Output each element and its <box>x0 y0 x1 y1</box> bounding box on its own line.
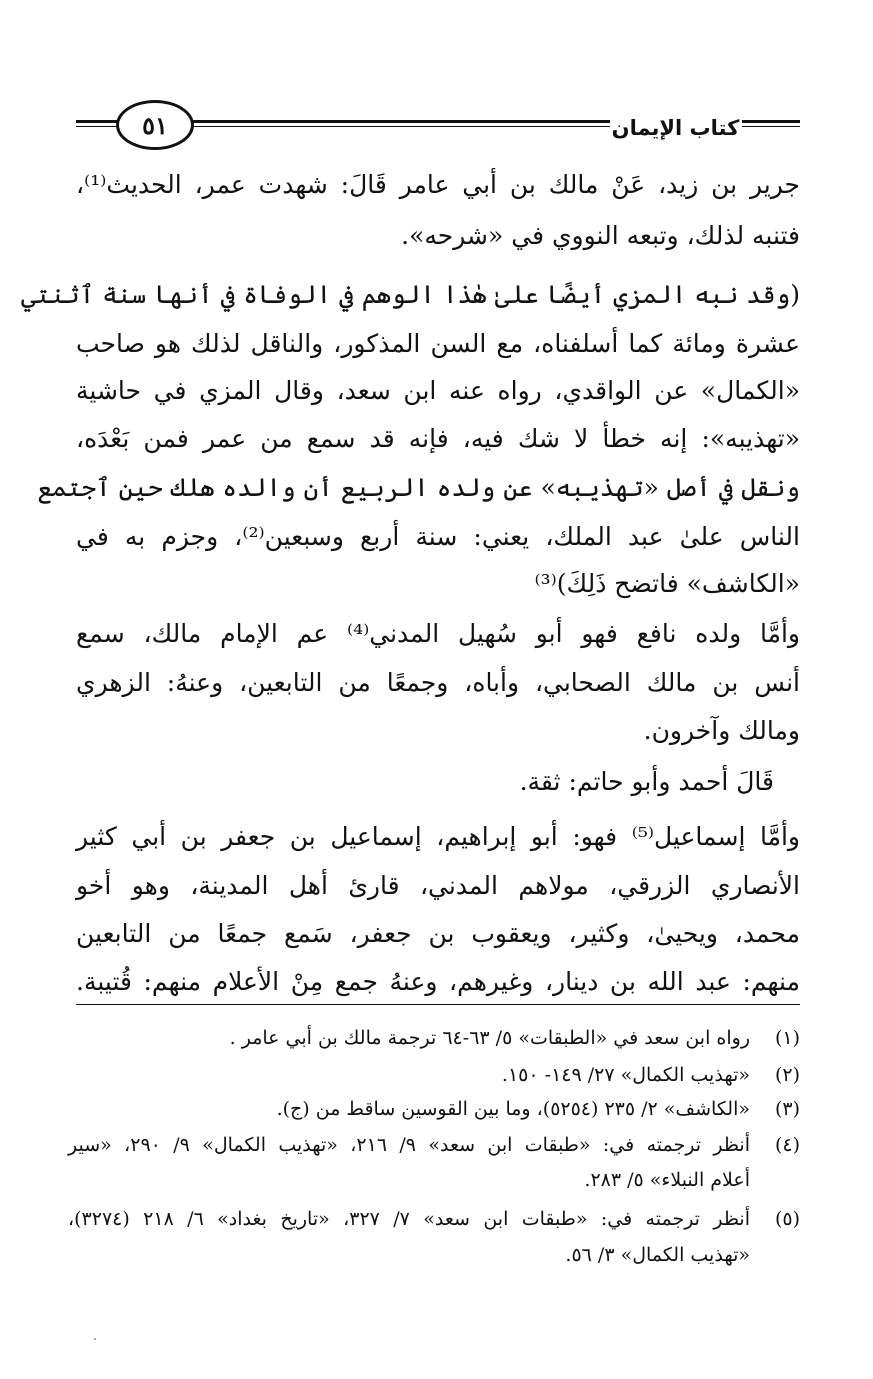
text-line: جرير بن زيد، عَنْ مالك بن أبي عامر قَالَ: شهدت عمر، الحديث⁽¹⁾، <box>76 170 800 199</box>
footnote <box>68 1060 800 1090</box>
header-rule-left <box>76 120 120 127</box>
book-title: كتاب الإيمان <box>611 116 740 140</box>
text-line: وأمَّا ولده نافع فهو أبو سُهيل المدني⁽⁴⁾ عم الإمام مالك، سمع <box>76 619 800 648</box>
text-line: قَالَ أحمد وأبو حاتم: ثقة. <box>519 767 774 796</box>
text-line: «تهذيبه»: إنه خطأ لا شك فيه، فإنه قد سمع من عمر فمن بَعْدَه، <box>76 424 800 453</box>
footnote-number: (٢) <box>774 1064 800 1086</box>
footnote <box>68 1204 800 1234</box>
page-number: ٥١ <box>142 110 168 140</box>
text-line: الناس علىٰ عبد الملك، يعني: سنة أربع وسبعين⁽²⁾، وجزم به في <box>76 522 800 551</box>
text-line: (وقد نبه المزي أيضًا علىٰ هٰذا الوهم في الوفاة في أنها سنة ٱثنتي <box>21 280 800 309</box>
text-line: وأمَّا إسماعيل⁽⁵⁾ فهو: أبو إبراهيم، إسماعيل بن جعفر بن أبي كثير <box>76 822 800 851</box>
text-line: عشرة ومائة كما أسلفناه، مع السن المذكور، والناقل لذلك هو صاحب <box>76 329 800 358</box>
text-line: فتنبه لذلك، وتبعه النووي في «شرحه». <box>401 221 800 250</box>
footnote-continuation <box>68 1165 800 1195</box>
text-line: محمد، ويحيىٰ، وكثير، ويعقوب بن جعفر، سَمع جمعًا من التابعين <box>76 919 800 948</box>
footnote-number: (٣) <box>774 1098 800 1120</box>
text-line: «الكاشف» فاتضح ذَلِكَ)⁽³⁾ <box>534 569 800 598</box>
header-rule-right <box>742 120 800 127</box>
footnote <box>68 1094 800 1124</box>
footnote-text: «تهذيب الكمال» ٣/ ٥٦. <box>565 1244 750 1266</box>
page-number-badge <box>116 100 194 150</box>
footnote-number: (٤) <box>774 1134 800 1156</box>
footnote-continuation <box>68 1240 800 1270</box>
header-rule-middle <box>190 120 610 127</box>
text-line: «الكمال» عن الواقدي، رواه عنه ابن سعد، وقال المزي في حاشية <box>76 376 800 405</box>
text-line: الأنصاري الزرقي، مولاهم المدني، قارئ أهل المدينة، وهو أخو <box>76 871 800 900</box>
text-line: ومالك وآخرون. <box>643 716 800 745</box>
text-line: أنس بن مالك الصحابي، وأباه، وجمعًا من التابعين، وعنهُ: الزهري <box>76 668 800 697</box>
footnote-text: رواه ابن سعد في «الطبقات» ٥/ ٦٣-٦٤ ترجمة مالك بن أبي عامر . <box>229 1027 750 1049</box>
footnote-number: (١) <box>774 1027 800 1049</box>
text-line: ونقل في أصل «تهذيبه» عن ولده الربيع أن والده هلك حين ٱجتمع <box>37 473 800 502</box>
footnote-text: أنظر ترجمته في: «طبقات ابن سعد» ٩/ ٢١٦، «تهذيب الكمال» ٩/ ٢٩٠، «سير <box>68 1134 750 1156</box>
footnote-text: أعلام النبلاء» ٥/ ٢٨٣. <box>584 1169 750 1191</box>
footnote <box>68 1023 800 1053</box>
footnote-text: «الكاشف» ٢/ ٢٣٥ (٥٢٥٤)، وما بين القوسين ساقط من (ج). <box>276 1098 750 1120</box>
footnote-text: أنظر ترجمته في: «طبقات ابن سعد» ٧/ ٣٢٧، «تاريخ بغداد» ٦/ ٢١٨ (٣٢٧٤)، <box>68 1208 750 1230</box>
footnote-text: «تهذيب الكمال» ٢٧/ ١٤٩- ١٥٠. <box>501 1064 750 1086</box>
text-line: منهم: عبد الله بن دينار، وغيرهم، وعنهُ جمع مِنْ الأعلام منهم: قُتيبة. <box>76 960 800 1005</box>
footnote <box>68 1130 800 1160</box>
scan-speck <box>94 1338 96 1340</box>
footnote-number: (٥) <box>774 1208 800 1230</box>
